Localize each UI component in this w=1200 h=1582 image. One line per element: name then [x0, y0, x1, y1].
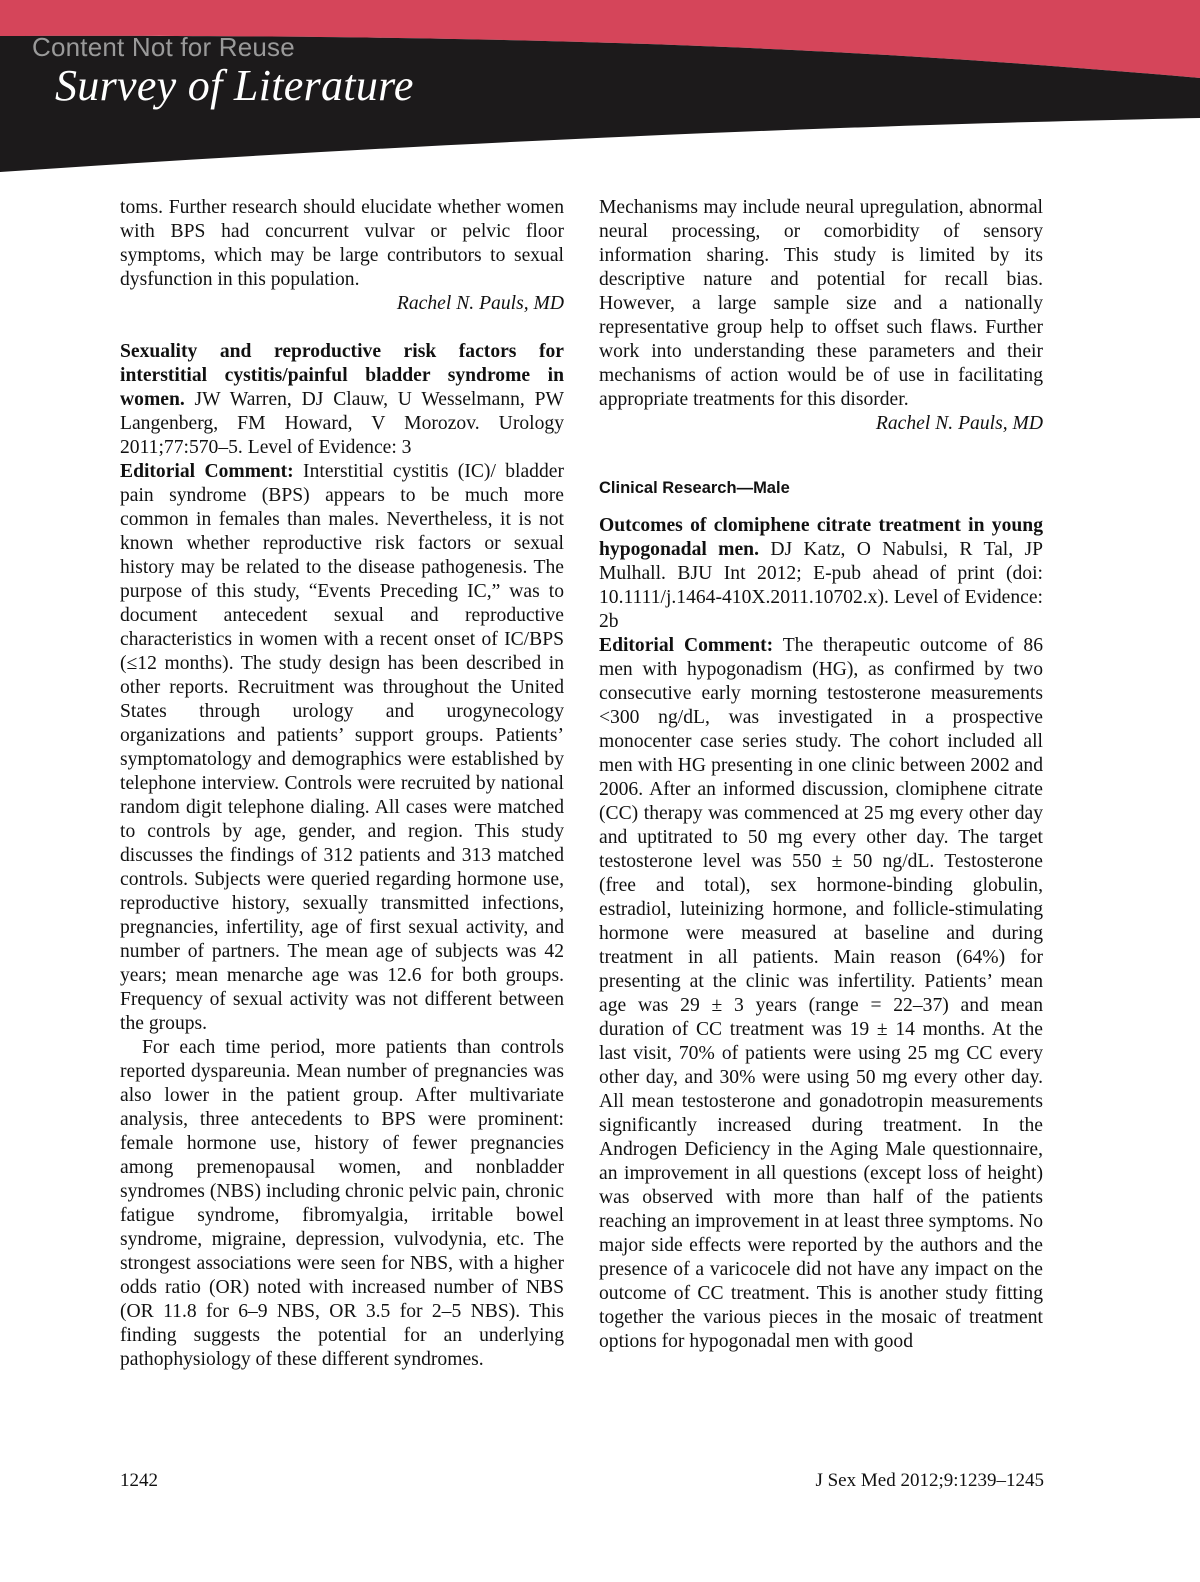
editorial-comment-text: Interstitial cystitis (IC)/ bladder pain syndrome (BPS) appears to be much more common in females than males. Nevertheless, it is not known whether reproductive risk factors or sexual history may be related to the disease pathogenesis. The purpose of this study, “Events Preceding IC,” was to document antecedent sexual and reproductive characteristics in women with a recent onset of IC/BPS (≤12 months). The study design has been described in other reports. Recruitment was throughout the United States through urology and urogynecology organizations and patients’ support groups. Patients’ symptomatology and demographics were established by telephone interview. Controls were recruited by national random digit telephone dialing. All cases were matched to controls by age, gender, and region. This study discusses the findings of 312 patients and 313 matched controls. Subjects were queried regarding hormone use, reproductive history, sexually transmitted infections, pregnancies, infertility, age of first sexual activity, and number of partners. The mean age of subjects was 42 years; mean menarche age was 12.6 for both groups. Frequency of sexual activity was not different between the groups.: [120, 461, 564, 1034]
article-citation: DJ Katz, O Nabulsi, R Tal, JP Mulhall. BJU Int 2012; E-pub ahead of print (doi: 10.1111/j.1464-410X.2011.10702.x). Level of Evidence: 2b: [599, 539, 1043, 632]
continued-paragraph: toms. Further research should elucidate whether women with BPS had concurrent vulvar or pelvic floor symptoms, which may be large contributors to sexual dysfunction in this population.: [120, 197, 564, 290]
editorial-comment-label: Editorial Comment:: [599, 635, 774, 656]
page-number: 1242: [120, 1470, 158, 1491]
section-heading: Clinical Research—Male: [599, 479, 790, 497]
article-citation: JW Warren, DJ Clauw, U Wesselmann, PW Langenberg, FM Howard, V Morozov. Urology 2011;77:570–5. Level of Evidence: 3: [120, 389, 564, 458]
editorial-comment-label: Editorial Comment:: [120, 461, 294, 482]
author-signature: Rachel N. Pauls, MD: [396, 293, 564, 314]
article-entry: [599, 514, 1043, 634]
article-title: Sexuality and reproductive risk factors for interstitial cystitis/painful bladder syndrome in women.: [120, 341, 564, 410]
right-column: [599, 196, 1043, 1354]
journal-section-title: Survey of Literature: [55, 61, 414, 110]
article-title: Outcomes of clomiphene citrate treatment in young hypogonadal men.: [599, 515, 1043, 560]
article-entry: [120, 340, 564, 460]
left-column: [120, 196, 564, 1372]
continued-paragraph: Mechanisms may include neural upregulation, abnormal neural processing, or comorbidity of sensory information sharing. This study is limited by its descriptive nature and potential for recall bias. However, a large sample size and a nationally representative group help to offset such flaws. Further work into understanding these parameters and their mechanisms of action would be of use in facilitating appropriate treatments for this disorder.: [599, 197, 1043, 410]
editorial-comment-paragraph: For each time period, more patients than controls reported dyspareunia. Mean number of pregnancies was also lower in the patient group. After multivariate analysis, three antecedents to BPS were prominent: female hormone use, history of fewer pregnancies among premenopausal women, and nonbladder syndromes (NBS) including chronic pelvic pain, chronic fatigue syndrome, fibromyalgia, irritable bowel syndrome, migraine, depression, vulvodynia, etc. The strongest associations were seen for NBS, with a higher odds ratio (OR) noted with increased number of NBS (OR 11.8 for 6–9 NBS, OR 3.5 for 2–5 NBS). This finding suggests the potential for an underlying pathophysiology of these different syndromes.: [120, 1037, 564, 1370]
watermark: Content Not for Reuse: [32, 32, 295, 62]
editorial-comment-text: The therapeutic outcome of 86 men with hypogonadism (HG), as confirmed by two consecutive early morning testosterone measurements <300 ng/dL, was investigated in a prospective monocenter case series study. The cohort included all men with HG presenting in one clinic between 2002 and 2006. After an informed discussion, clomiphene citrate (CC) therapy was commenced at 25 mg every other day and uptitrated to 50 mg every other day. The target testosterone level was 550 ± 50 ng/dL. Testosterone (free and total), sex hormone-binding globulin, estradiol, luteinizing hormone, and follicle-stimulating hormone were measured at baseline and during treatment in all patients. Main reason (64%) for presenting at the clinic was infertility. Patients’ mean age was 29 ± 3 years (range = 22–37) and mean duration of CC treatment was 19 ± 14 months. At the last visit, 70% of patients were using 25 mg CC every other day, and 30% were using 50 mg every other day. All mean testosterone and gonadotropin measurements significantly increased during treatment. In the Androgen Deficiency in the Aging Male questionnaire, an improvement in all questions (except loss of height) was observed with more than half of the patients reaching an improvement in at least three symptoms. No major side effects were reported by the authors and the presence of a varicocele did not have any impact on the outcome of CC treatment. This is another study fitting together the various pieces in the mosaic of treatment options for hypogonadal men with good: [599, 635, 1043, 1352]
editorial-comment: [599, 634, 1043, 1354]
editorial-comment: [120, 460, 564, 1036]
author-signature: Rachel N. Pauls, MD: [875, 413, 1043, 434]
journal-citation: J Sex Med 2012;9:1239–1245: [815, 1470, 1044, 1491]
